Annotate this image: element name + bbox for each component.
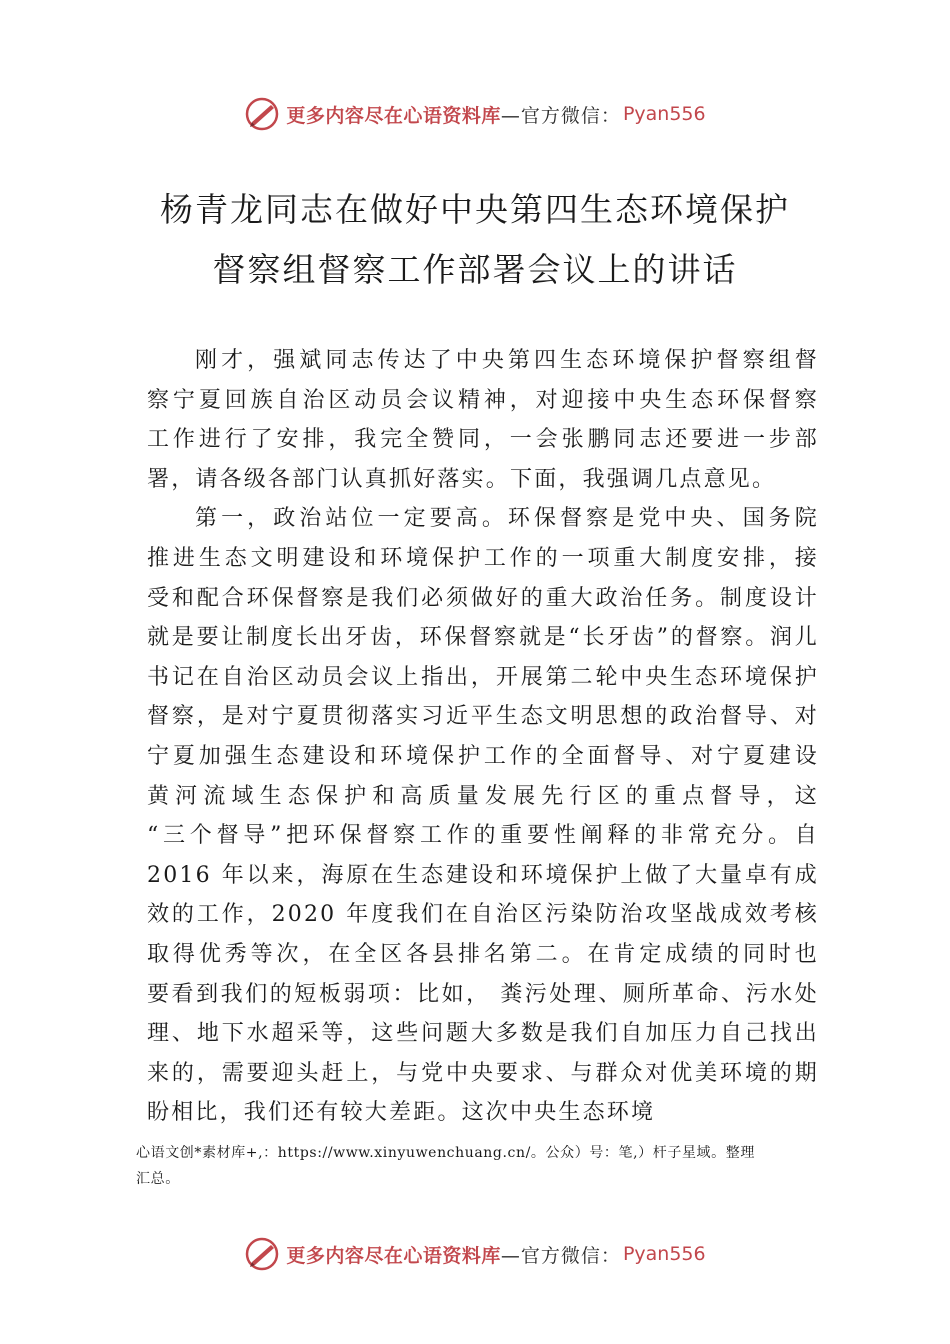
document-title-line-2: 督察组督察工作部署会议上的讲话 <box>212 250 738 289</box>
body-line: 就是要让制度长出牙齿，环保督察就是“长牙齿”的督察。润儿 <box>147 625 819 651</box>
body-line: 效的工作，2020 年度我们在自治区污染防治攻坚战成效考核 <box>147 902 819 928</box>
body-line: 工作进行了安排，我完全赞同，一会张鹏同志还要进一步部 <box>147 427 819 453</box>
body-line: 书记在自治区动员会议上指出，开展第二轮中央生态环境保护 <box>147 664 819 690</box>
watermark-brand-text: 更多内容尽在心语资料库 <box>286 104 501 127</box>
body-line: 察宁夏回族自治区动员会议精神，对迎接中央生态环保督察 <box>147 387 819 413</box>
header-watermark <box>0 92 950 136</box>
source-note-line-2: 汇总。 <box>136 1171 180 1187</box>
body-line: 督察，是对宁夏贯彻落实习近平生态文明思想的政治督导、对 <box>147 704 819 730</box>
footer-watermark <box>0 1232 950 1276</box>
body-line: 来的，需要迎头赶上，与党中央要求、与群众对优美环境的期 <box>147 1060 819 1086</box>
pen-logo-icon <box>244 96 280 132</box>
body-line: 第一，政治站位一定要高。环保督察是党中央、国务院 <box>195 506 819 532</box>
watermark-wechat-label: —官方微信： <box>500 1244 621 1267</box>
document-body <box>147 341 819 1133</box>
watermark-wechat-id: Pyan556 <box>622 1243 706 1265</box>
watermark-wechat-id: Pyan556 <box>622 103 706 125</box>
body-line: 署，请各级各部门认真抓好落实。下面，我强调几点意见。 <box>147 466 777 492</box>
body-line: 宁夏加强生态建设和环境保护工作的全面督导、对宁夏建设 <box>147 743 819 769</box>
body-line: 要看到我们的短板弱项：比如， 粪污处理、厕所革命、污水处 <box>147 981 819 1007</box>
body-line: “三个督导”把环保督察工作的重要性阐释的非常充分。自 <box>147 823 819 849</box>
body-line: 受和配合环保督察是我们必须做好的重大政治任务。制度设计 <box>147 585 819 611</box>
body-line: 黄河流域生态保护和高质量发展先行区的重点督导，这 <box>147 783 819 809</box>
body-line: 盼相比，我们还有较大差距。这次中央生态环境 <box>147 1100 656 1126</box>
pen-logo-icon <box>244 1236 280 1272</box>
body-line: 理、地下水超采等，这些问题大多数是我们自加压力自己找出 <box>147 1021 819 1047</box>
body-line: 推进生态文明建设和环境保护工作的一项重大制度安排，接 <box>147 545 819 571</box>
source-note <box>136 1140 836 1192</box>
body-line: 取得优秀等次，在全区各县排名第二。在肯定成绩的同时也 <box>147 941 819 967</box>
watermark-wechat-label: —官方微信： <box>500 104 621 127</box>
document-title-line-1: 杨青龙同志在做好中央第四生态环境保护 <box>160 190 790 229</box>
body-line: 2016 年以来，海原在生态建设和环境保护上做了大量卓有成 <box>147 862 819 888</box>
watermark-brand-text: 更多内容尽在心语资料库 <box>286 1244 501 1267</box>
body-line: 刚才，强斌同志传达了中央第四生态环境保护督察组督 <box>195 348 819 373</box>
source-note-line-1: 心语文创*素材库+,：https://www.xinyuwenchuang.cn/。公众）号：笔,）杆子星域。整理 <box>136 1145 755 1161</box>
